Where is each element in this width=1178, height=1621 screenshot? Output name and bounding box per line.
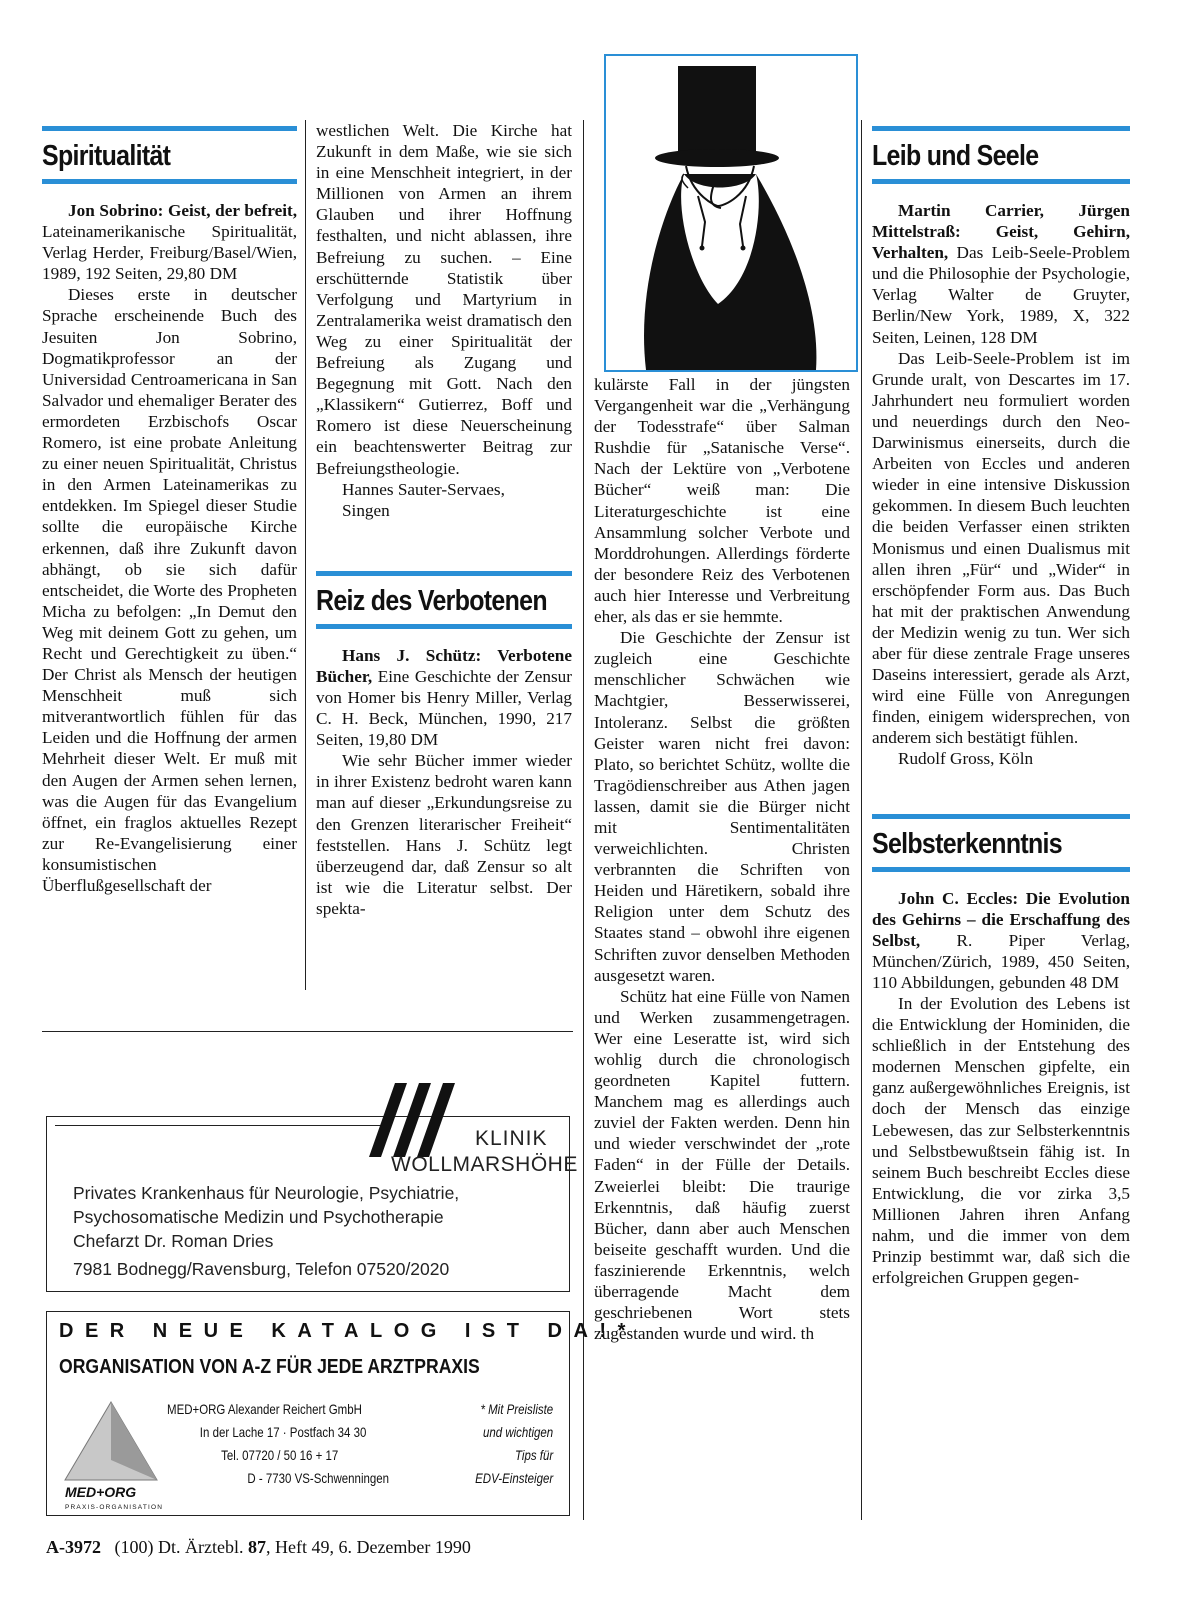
katalog-logo-text: MED+ORG <box>65 1484 137 1500</box>
ad-klinik-wollmarshoehe <box>46 1116 578 1292</box>
bibliography <box>872 200 1130 348</box>
company-line: Tel. 07720 / 50 16 + 17 <box>221 1447 339 1463</box>
bibliography <box>872 888 1130 993</box>
katalog-note <box>475 1398 553 1490</box>
review-paragraph: Schütz hat eine Fülle von Namen und Werken zusammengetragen. Wer eine Leseratte ist, wird sich wohlig durch die chronologisch geordneten Kapitel futtern. Manchem mag es allerdings auch zuviel der Fakten werden. Denn hin und wieder verschwindet der „rote Faden“ in der Fülle der Details. Zweierlei bleibt: Die traurige Erkenntnis, daß häufig zuerst Bücher, dann aber auch Menschen beiseite geschafft wurden. Und die faszinierende Erkenntnis, welch überragende Macht dem geschriebenen Wort stets zugestanden wurde und wird. th <box>594 986 850 1344</box>
katalog-logo-subtext: PRAXIS-ORGANISATION <box>65 1504 164 1511</box>
bib-title: Jon Sobrino: Geist, der befreit, <box>68 201 297 220</box>
heading-text: Spiritualität <box>42 140 171 172</box>
bib-details: R. Piper Verlag, München/Zürich, 1989, 450 Seiten, 110 Abbildungen, gebunden 48 DM <box>872 930 1130 992</box>
note-line: * Mit Preisliste <box>480 1401 553 1417</box>
page-code: A-3972 <box>46 1537 101 1557</box>
katalog-company <box>167 1398 389 1490</box>
katalog-headline: DER NEUE KATALOG IST DA!* <box>59 1320 637 1342</box>
klinik-name: WOLLMARSHÖHE <box>391 1153 578 1176</box>
bibliography <box>316 645 572 750</box>
bib-title: Martin Carrier, Jürgen Mittelstraß: Geist, Gehirn, Verhalten, <box>872 201 1130 263</box>
bib-details: Das Leib-Seele-Problem und die Philosophie der Psychologie, Verlag Walter de Gruyter, Berlin/New York, 1989, X, 322 Seiten, Leinen, 128 DM <box>872 243 1130 347</box>
bib-details: Eine Geschichte der Zensur von Homer bis Henry Miller, Verlag C. H. Beck, München, 1990, 217 Seiten, 19,80 DM <box>316 666 572 750</box>
column-divider <box>305 120 306 990</box>
klinik-address: 7981 Bodnegg/Ravensburg, Telefon 07520/2020 <box>73 1259 450 1279</box>
heading-text: Reiz des Verbotenen <box>316 584 547 617</box>
top-hat-figure-icon <box>606 56 856 370</box>
klinik-line: Privates Krankenhaus für Neurologie, Psychiatrie, <box>73 1183 460 1203</box>
katalog-subheadline: ORGANISATION VON A-Z FÜR JEDE ARZTPRAXIS <box>59 1356 480 1378</box>
signature-place: Singen <box>342 500 390 520</box>
klinik-slash-logo-icon <box>363 1077 473 1157</box>
column-1 <box>42 126 297 896</box>
company-line: D - 7730 VS-Schwenningen <box>247 1470 390 1486</box>
column-3 <box>594 374 850 1344</box>
bib-title: Hans J. Schütz: Verbotene Bücher, <box>316 645 572 686</box>
column-divider <box>861 120 862 1520</box>
ad-katalog <box>46 1311 637 1516</box>
review-body: Dieses erste in deutscher Sprache erscheinende Buch des Jesuiten Jon Sobrino, Dogmatikprofessor an der Universidad Centroamericana in San Salvador und ehemaliger Berater des ermordeten Erzbischofs Oscar Romero, ist eine probate Anleitung zu einer neuen Spiritualität, Christus in den Armen Lateinamerikas zu entdekken. Im Spiegel dieser Studie sollte die europäische Kirche erkennen, daß ihre Zukunft davon abhängt, ob sie sich dafür entscheidet, die Worte des Propheten Micha zu befolgen: „In Demut den Weg mit deinem Gott zu gehen, um Recht und Gerechtigkeit zu üben.“ Der Christ als Mensch der heutigen Menschheit muß sich mitverantwortlich fühlen für das Leiden und die Hoffnung der armen Mehrheit dieser Welt. Er muß mit den Augen der Armen sehen lernen, was die Augen für das Evangelium öffnet, ein fraglos aktuelles Rezept zur Re-Evangelisierung einer konsumistischen Überflußgesellschaft der <box>42 285 297 895</box>
ad-separator <box>42 1031 573 1032</box>
column-4 <box>872 126 1130 1288</box>
klinik-description <box>73 1181 459 1253</box>
section-heading-spiritualitaet <box>42 126 297 184</box>
company-line: MED+ORG Alexander Reichert GmbH <box>167 1401 362 1417</box>
review-body: Wie sehr Bücher immer wieder in ihrer Existenz bedroht waren kann man auf dieser „Erkundungsreise zu den Grenzen literarischer Freiheit“ feststellen. Hans J. Schütz legt überzeugend dar, daß Zensur so alt ist wie die Literatur selbst. Der spekta- <box>316 751 572 918</box>
note-line: EDV-Einsteiger <box>474 1470 553 1486</box>
heading-text: Selbsterkenntnis <box>872 827 1062 860</box>
bib-title: John C. Eccles: Die Evolution des Gehirns – die Erschaffung des Selbst, <box>872 888 1130 950</box>
journal-issue: , Heft 49, 6. Dezember 1990 <box>265 1537 471 1557</box>
klinik-label: KLINIK <box>475 1127 548 1150</box>
bib-details: Lateinamerikanische Spiritualität, Verlag Herder, Freiburg/Basel/Wien, 1989, 192 Seiten, 29,80 DM <box>42 222 297 284</box>
note-line: Tips für <box>514 1447 553 1463</box>
review-body-continued: kulärste Fall in der jüngsten Vergangenheit war die „Verhängung der Todesstrafe“ über Salman Rushdie für „Satanische Verse“. Nach der Lektüre von „Verbotene Bücher“ weiß man: Die Literaturgeschichte ist eine Ansammlung solcher Verbote und Morddrohungen. Allerdings förderte der besondere Reiz des Verbotenen auch hier Interesse und Verbreitung eher, als das er sie hemmte. <box>594 375 850 627</box>
page-footer <box>46 1537 471 1558</box>
signature: Rudolf Gross, Köln <box>898 749 1034 769</box>
pyramid-logo-icon <box>63 1400 159 1482</box>
note-line: und wichtigen <box>482 1424 553 1440</box>
section-heading-selbsterkenntnis <box>872 814 1130 872</box>
section-heading-reiz <box>316 571 572 629</box>
review-body: In der Evolution des Lebens ist die Entwicklung der Hominiden, die schließlich in der Entstehung des modernen Menschen gipfelte, ein ganz außergewöhnliches Ereignis, ist doch der Mensch das einzige Lebewesen, das zur Selbsterkenntnis und Selbstbewußtsein fähig ist. In seinem Buch beschreibt Eccles diese Entwicklung, die vor zirka 3,5 Millionen Jahren ihren Anfang nahm, und die immer von dem Prinzip bestimmt war, daß sich die erfolgreichen Gruppen gegen- <box>872 994 1130 1288</box>
section-heading-leib-und-seele <box>872 126 1130 184</box>
column-divider <box>583 120 584 1520</box>
klinik-line: Chefarzt Dr. Roman Dries <box>73 1231 274 1251</box>
klinik-line: Psychosomatische Medizin und Psychotherapie <box>73 1207 444 1227</box>
heading-text: Leib und Seele <box>872 140 1039 172</box>
bibliography <box>42 200 297 284</box>
company-line: In der Lache 17 · Postfach 34 30 <box>199 1424 367 1440</box>
review-body-continued: westlichen Welt. Die Kirche hat Zukunft in dem Maße, wie sie sich in eine Menschheit integriert, in der Millionen von Armen an ihrem Glauben und ihrer Hoffnung festhalten, und nicht ablassen, ihre Befreiung zu suchen. – Eine erschütternde Statistik über Verfolgung und Martyrium in Zentralamerika weist dramatisch den Weg zu einer Spiritualität der Befreiung als Zugang und Begegnung mit Gott. Nach den „Klassikern“ Gutierrez, Boff und Romero ist diese Neuerscheinung ein beachtenswerter Beitrag zur Befreiungstheologie. <box>316 121 572 478</box>
journal-name: (100) Dt. Ärztebl. <box>114 1537 248 1557</box>
signature-name: Hannes Sauter-Servaes, <box>342 479 505 499</box>
review-paragraph: Die Geschichte der Zensur ist zugleich eine Geschichte menschlicher Schwächen wie Machtgier, Besserwisserei, Intoleranz. Selbst die größten Geister waren nicht frei davon: Plato, so berichtet Schütz, wollte die Tragödienschreiber aus Athen jagen lassen, damit sie die Bürger nicht mit Sentimentalitäten verweichlichten. Christen verbrannten die Schriften von Heiden und Häretikern, sobald ihre Religion unter dem Schutz des Staates stand – obwohl ihre eigenen Schriften zuvor denselben Methoden ausgesetzt waren. <box>594 628 850 985</box>
cartoon-illustration <box>604 54 858 372</box>
column-2 <box>316 120 572 919</box>
ad-rule <box>55 1125 385 1126</box>
journal-volume: 87 <box>247 1537 266 1557</box>
review-body: Das Leib-Seele-Problem ist im Grunde uralt, von Descartes im 17. Jahrhundert neu formuliert worden und neuerdings durch den Neo-Darwinismus einerseits, durch die Arbeiten von Eccles und anderen wieder in eine intensive Diskussion gekommen. In diesem Buch leuchten die beiden Verfasser einen strikten Monismus und einen Dualismus mit allen ihren „Für“ und „Wider“ in erschöpfender Form aus. Das Buch hat mit der praktischen Anwendung der Medizin wenig zu tun. Wer sich aber für diese zentrale Frage unseres Daseins interessiert, gerade als Arzt, wird eine Fülle von Anregungen finden, einigem widersprechen, von anderem sich bestätigt fühlen. <box>872 348 1130 748</box>
